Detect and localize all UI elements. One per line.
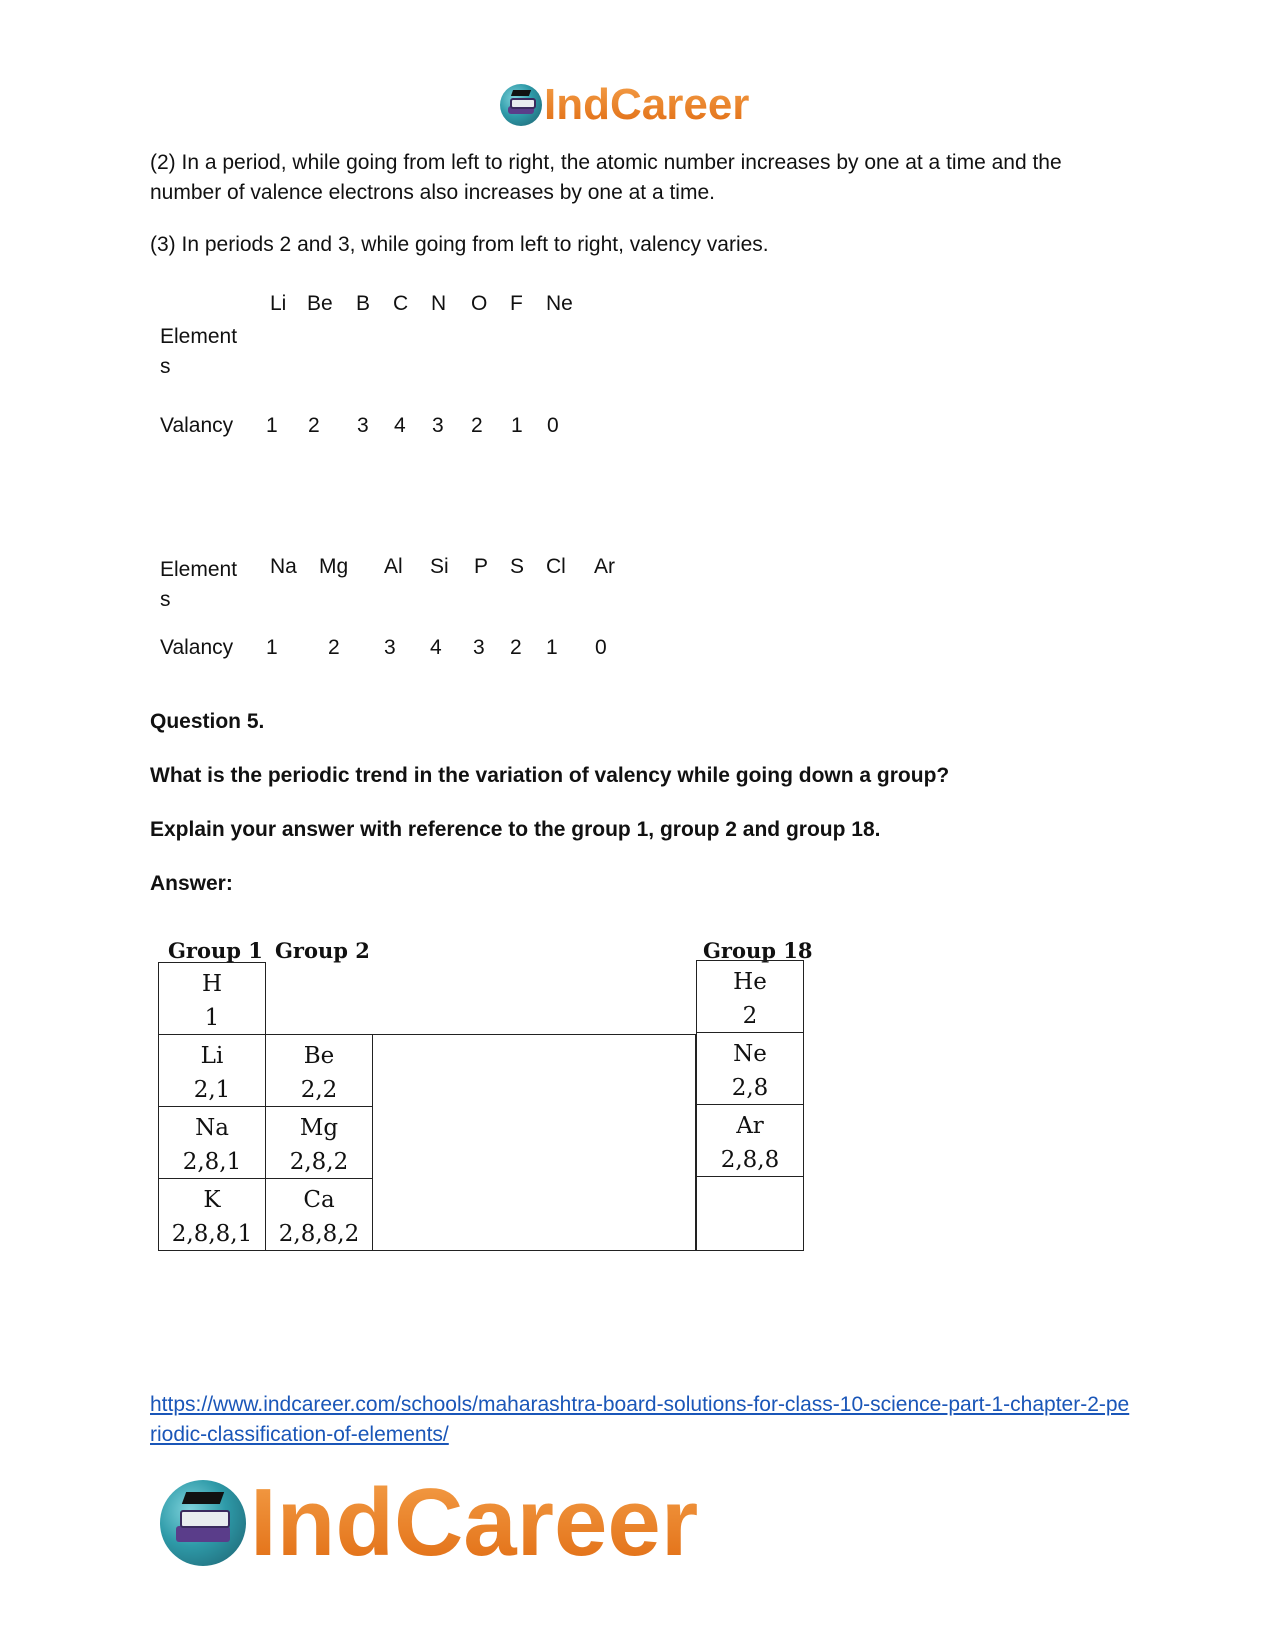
element-cell: Na 2,8,1 xyxy=(158,1106,266,1179)
element-symbol: P xyxy=(474,555,489,578)
valency-value: 1 xyxy=(266,636,278,659)
group2-header: Group 2 xyxy=(275,938,370,963)
element-cell: H 1 xyxy=(158,962,266,1035)
element-cell-empty xyxy=(696,1176,804,1251)
globe-book-icon xyxy=(500,84,542,126)
valency-value: 3 xyxy=(473,636,485,659)
valency-value: 4 xyxy=(394,414,406,437)
element-symbol: O xyxy=(471,292,488,315)
element-symbol: S xyxy=(510,555,525,578)
paragraph-period-valency: (3) In periods 2 and 3, while going from left to right, valency varies. xyxy=(150,233,769,256)
element-symbol: Ne xyxy=(546,292,573,315)
element-symbol: Al xyxy=(384,555,403,578)
logo-wordmark: IndCareer xyxy=(544,80,750,129)
transition-block-empty xyxy=(372,1034,696,1251)
valency-value: 3 xyxy=(432,414,444,437)
element-symbol: Na xyxy=(270,555,297,578)
empty-top-span xyxy=(265,962,697,1035)
valency-value: 3 xyxy=(357,414,369,437)
element-cell: Ca 2,8,8,2 xyxy=(265,1178,373,1251)
question-text-2: Explain your answer with reference to the group 1, group 2 and group 18. xyxy=(150,818,881,841)
globe-book-icon xyxy=(160,1480,246,1566)
element-cell: K 2,8,8,1 xyxy=(158,1178,266,1251)
paragraph-period-atomic-number: (2) In a period, while going from left to right, the atomic number increases by one at a time and the number of valence electrons also increases by one at a time. xyxy=(150,151,1062,204)
element-cell: Ne 2,8 xyxy=(696,1032,804,1105)
valency-value: 2 xyxy=(308,414,320,437)
question-number: Question 5. xyxy=(150,710,265,733)
valancy-row-label: Valancy xyxy=(160,414,234,437)
valency-value: 2 xyxy=(471,414,483,437)
question-text: What is the periodic trend in the variation of valency while going down a group? xyxy=(150,764,950,787)
element-symbol: Mg xyxy=(319,555,349,578)
elements-row-label: Element s xyxy=(160,558,238,611)
valency-value: 2 xyxy=(510,636,522,659)
element-symbol: Cl xyxy=(546,555,566,578)
elements-row-label: Element s xyxy=(160,325,238,378)
element-cell: Li 2,1 xyxy=(158,1034,266,1107)
element-symbol: Si xyxy=(430,555,449,578)
valency-value: 1 xyxy=(266,414,278,437)
group18-header: Group 18 xyxy=(703,938,813,963)
element-symbol: Be xyxy=(307,292,333,315)
valency-value: 2 xyxy=(328,636,340,659)
footer-logo xyxy=(160,1468,698,1578)
element-symbol: Ar xyxy=(594,555,615,578)
group1-header: Group 1 xyxy=(168,938,263,963)
element-cell: Be 2,2 xyxy=(265,1034,373,1107)
element-symbol: N xyxy=(431,292,447,315)
valency-value: 0 xyxy=(547,414,559,437)
group-electronic-configuration-table xyxy=(158,936,818,1276)
element-cell: Mg 2,8,2 xyxy=(265,1106,373,1179)
element-symbol: B xyxy=(356,292,371,315)
valency-value: 1 xyxy=(511,414,523,437)
valency-value: 4 xyxy=(430,636,442,659)
header-logo xyxy=(500,80,749,130)
valency-value: 3 xyxy=(384,636,396,659)
element-cell: He 2 xyxy=(696,960,804,1033)
source-url-link[interactable]: https://www.indcareer.com/schools/maharashtra-board-solutions-for-class-10-science-part-1-chapter-2-periodic-classification-of-elements/ xyxy=(150,1393,1130,1446)
valancy-row-label: Valancy xyxy=(160,636,234,659)
valency-value: 1 xyxy=(546,636,558,659)
valency-value: 0 xyxy=(595,636,607,659)
element-cell: Ar 2,8,8 xyxy=(696,1104,804,1177)
element-symbol: C xyxy=(393,292,409,315)
answer-label: Answer: xyxy=(150,872,233,895)
logo-wordmark: IndCareer xyxy=(250,1469,699,1576)
element-symbol: Li xyxy=(270,292,287,315)
element-symbol: F xyxy=(510,292,523,315)
